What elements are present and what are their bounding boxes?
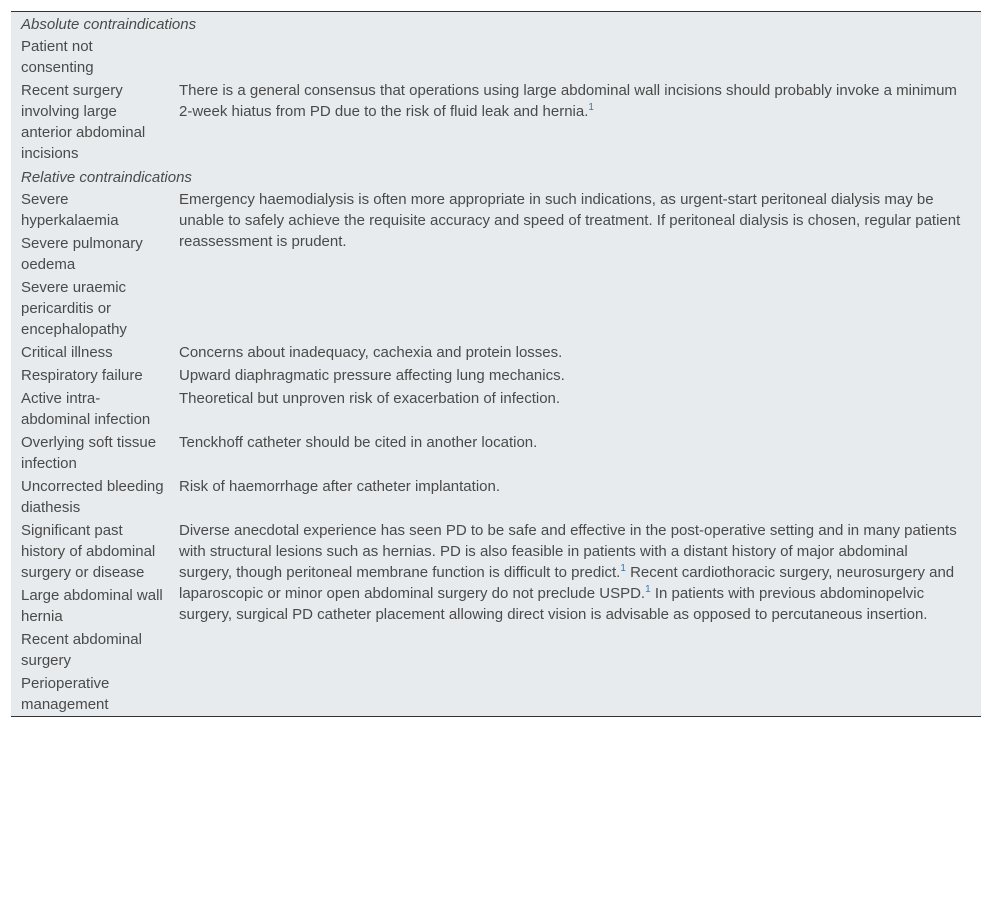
table-row — [11, 35, 981, 79]
note-text: There is a general consensus that operations using large abdominal wall incisions should probably invoke a minimum 2-week hiatus from PD due to the risk of fluid leak and hernia. — [179, 82, 957, 120]
note-cell: Upward diaphragmatic pressure affecting lung mechanics. — [179, 367, 565, 384]
condition-cell: Active intra-abdominal infection — [21, 390, 151, 428]
note-cell — [169, 519, 981, 716]
contraindications-table — [11, 11, 981, 717]
note-cell: Concerns about inadequacy, cachexia and protein losses. — [179, 344, 563, 361]
table-row — [11, 364, 981, 387]
condition-cell: Perioperative management — [21, 675, 110, 713]
note-cell: Risk of haemorrhage after catheter implantation. — [179, 478, 500, 495]
condition-cell: Severe uraemic pericarditis or encephalopathy — [21, 279, 127, 338]
section-row-absolute — [11, 12, 981, 35]
section-row-relative — [11, 165, 981, 188]
condition-cell: Recent abdominal surgery — [21, 631, 142, 669]
condition-cell: Critical illness — [21, 344, 113, 361]
note-cell — [169, 79, 981, 165]
table — [11, 12, 981, 716]
note-cell: Emergency haemodialysis is often more appropriate in such indications, as urgent-start peritoneal dialysis may be unable to safely achieve the requisite accuracy and speed of treatment. If peritoneal dialysis is chosen, regular patient reassessment is prudent. — [179, 191, 961, 250]
condition-cell: Respiratory failure — [21, 367, 143, 384]
condition-cell: Severe pulmonary oedema — [21, 235, 143, 273]
condition-cell: Overlying soft tissue infection — [21, 434, 157, 472]
condition-cell: Significant past history of abdominal surgery or disease — [21, 522, 156, 581]
reference-link[interactable]: 1 — [588, 102, 594, 113]
condition-cell: Recent surgery involving large anterior abdominal incisions — [21, 82, 146, 162]
note-text: In patients with previous abdominopelvic surgery, surgical PD catheter placement allowing direct vision is advisable as opposed to percutaneous insertion. — [179, 585, 928, 623]
table-row — [11, 431, 981, 475]
table-row — [11, 341, 981, 364]
reference-link[interactable]: 1 — [620, 563, 626, 574]
table-row — [11, 188, 981, 232]
note-cell: Theoretical but unproven risk of exacerbation of infection. — [179, 390, 561, 407]
section-title-relative: Relative contraindications — [21, 169, 192, 186]
note-text: Diverse anecdotal experience has seen PD to be safe and effective in the post-operative setting and in many patients with structural lesions such as hernias. PD is also feasible in patients with a distant history of major abdominal surgery, though peritoneal membrane function is difficult to predict. — [179, 522, 957, 581]
table-row — [11, 475, 981, 519]
condition-cell: Severe hyperkalaemia — [21, 191, 119, 229]
section-title-absolute: Absolute contraindications — [21, 16, 197, 33]
condition-cell: Large abdominal wall hernia — [21, 587, 163, 625]
table-row — [11, 519, 981, 584]
condition-cell: Patient not consenting — [21, 38, 94, 76]
table-row — [11, 387, 981, 431]
reference-link[interactable]: 1 — [645, 584, 651, 595]
note-text: Recent cardiothoracic surgery, neurosurgery and laparoscopic or minor open abdominal surgery do not preclude USPD. — [179, 564, 955, 602]
note-cell — [169, 35, 981, 79]
table-row — [11, 79, 981, 165]
condition-cell: Uncorrected bleeding diathesis — [21, 478, 164, 516]
note-cell: Tenckhoff catheter should be cited in another location. — [179, 434, 538, 451]
